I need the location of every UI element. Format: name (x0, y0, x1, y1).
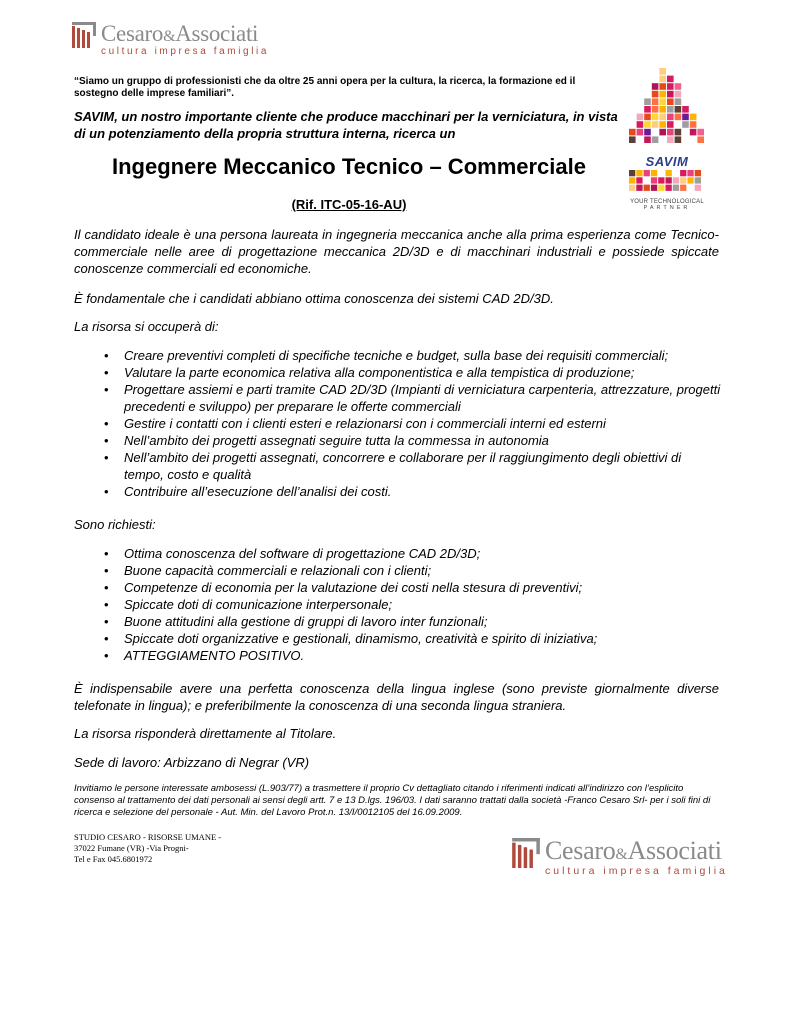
mosaic-tile (644, 129, 651, 136)
mosaic-tile (680, 185, 686, 191)
cesaro-mark-icon (72, 22, 96, 48)
list-item: • Nell’ambito dei progetti assegnati seguire tutta la commessa in autonomia (74, 432, 724, 449)
mosaic-tile (680, 177, 686, 183)
mosaic-tile (680, 170, 686, 176)
mosaic-tile (675, 114, 682, 121)
work-location: Sede di lavoro: Arbizzano di Negrar (VR) (74, 755, 310, 770)
logo-name: Cesaro&Associati (101, 21, 259, 46)
mosaic-tile (659, 91, 666, 98)
requirements-list (74, 545, 724, 664)
list-item: • Spiccate doti organizzative e gestionali, dinamismo, creatività e spirito di iniziativa; (74, 630, 724, 647)
mosaic-tile (659, 114, 666, 121)
list-item: • Competenze di economia per la valutazione dei costi nella stesura di preventivi; (74, 579, 724, 596)
savim-mosaic-icon (629, 68, 705, 148)
mosaic-tile (682, 106, 689, 113)
mosaic-tile (644, 106, 651, 113)
mosaic-tile (658, 185, 664, 191)
mosaic-tile (667, 83, 674, 90)
mosaic-tile (675, 98, 682, 105)
mosaic-tile (637, 114, 644, 121)
mosaic-tile (667, 91, 674, 98)
mosaic-tile (636, 185, 642, 191)
mosaic-tile (652, 114, 659, 121)
mosaic-tile (666, 185, 672, 191)
mosaic-tile (659, 68, 666, 75)
mosaic-tile (673, 185, 679, 191)
mosaic-tile (690, 114, 697, 121)
footer-cesaro-associati-logo (512, 838, 728, 877)
job-reference: (Rif. ITC-05-16-AU) (291, 197, 407, 212)
logo-tagline: cultura impresa famiglia (545, 865, 728, 877)
mosaic-tile (637, 129, 644, 136)
mosaic-tile (682, 121, 689, 128)
cesaro-associati-logo (72, 22, 269, 57)
mosaic-tile (652, 91, 659, 98)
mosaic-tile (637, 121, 644, 128)
mosaic-tile (667, 106, 674, 113)
savim-mosaic-bottom-icon (629, 170, 705, 192)
list-item: • Ottima conoscenza del software di progettazione CAD 2D/3D; (74, 545, 724, 562)
mosaic-tile (659, 129, 666, 136)
mosaic-tile (659, 98, 666, 105)
mosaic-tile (695, 170, 701, 176)
list-item: • Spiccate doti di comunicazione interpersonale; (74, 596, 724, 613)
savim-tagline: YOUR TECHNOLOGICAL (630, 199, 704, 205)
address-line: STUDIO CESARO - RISORSE UMANE - (74, 832, 222, 842)
language-requirement: È indispensabile avere una perfetta conoscenza della lingua inglese (sono previste giornalmente diverse telefonate in lingua); e preferibilmente la conoscenza di una seconda lingua straniera. (74, 681, 719, 713)
mosaic-tile (629, 136, 636, 143)
mosaic-tile (687, 177, 693, 183)
address-line: 37022 Fumane (VR) -Via Progni- (74, 843, 189, 853)
mosaic-tile (667, 98, 674, 105)
cesaro-mark-icon (512, 838, 540, 868)
mosaic-tile (682, 114, 689, 121)
mosaic-tile (667, 129, 674, 136)
list-item: • Valutare la parte economica relativa alla componentistica e alla tempistica di produzione; (74, 364, 724, 381)
logo-tagline: cultura impresa famiglia (101, 46, 269, 57)
mosaic-tile (675, 136, 682, 143)
list-item: • Creare preventivi completi di specifiche tecniche e budget, sulla base dei requisiti commerciali; (74, 347, 724, 364)
mosaic-tile (666, 177, 672, 183)
mosaic-tile (629, 129, 636, 136)
mosaic-tile (667, 114, 674, 121)
mosaic-tile (629, 177, 635, 183)
address-line: Tel e Fax 045.6801972 (74, 854, 153, 864)
mosaic-tile (667, 121, 674, 128)
mosaic-tile (659, 76, 666, 83)
list-item: • ATTEGGIAMENTO POSITIVO. (74, 647, 724, 664)
mosaic-tile (644, 136, 651, 143)
list-item: • Nell’ambito dei progetti assegnati, concorrere e collaborare per il raggiungimento degli obiettivi di tempo, costo e qualità (74, 449, 724, 483)
mosaic-tile (636, 177, 642, 183)
studio-address (74, 832, 221, 865)
mosaic-tile (658, 177, 664, 183)
intro-text: SAVIM, un nostro importante cliente che produce macchinari per la verniciatura, in vista di un potenziamento della propria struttura interna, ricerca un (74, 109, 618, 141)
list-item: • Buone capacità commerciali e relazionali con i clienti; (74, 562, 724, 579)
mosaic-tile (629, 185, 635, 191)
mosaic-tile (697, 136, 704, 143)
cad-requirement: È fondamentale che i candidati abbiano ottima conoscenza dei sistemi CAD 2D/3D. (74, 291, 554, 306)
mosaic-tile (652, 83, 659, 90)
mosaic-tile (629, 170, 635, 176)
mosaic-tile (695, 185, 701, 191)
mosaic-tile (652, 106, 659, 113)
reporting-line: La risorsa risponderà direttamente al Titolare. (74, 726, 337, 741)
mosaic-tile (651, 185, 657, 191)
mosaic-tile (659, 83, 666, 90)
savim-logo (629, 68, 705, 211)
mosaic-tile (636, 170, 642, 176)
mosaic-tile (644, 98, 651, 105)
job-title: Ingegnere Meccanico Tecnico – Commerciale (112, 154, 586, 179)
list-item: • Buone attitudini alla gestione di gruppi di lavoro inter funzionali; (74, 613, 724, 630)
mosaic-tile (666, 170, 672, 176)
mosaic-tile (675, 106, 682, 113)
duties-heading: La risorsa si occuperà di: (74, 319, 219, 334)
mosaic-tile (673, 177, 679, 183)
mosaic-tile (687, 170, 693, 176)
duties-list (74, 347, 724, 500)
mosaic-tile (652, 136, 659, 143)
mosaic-tile (652, 98, 659, 105)
mosaic-tile (659, 106, 666, 113)
mosaic-tile (659, 121, 666, 128)
mosaic-tile (644, 114, 651, 121)
mosaic-tile (675, 83, 682, 90)
mosaic-tile (651, 177, 657, 183)
mosaic-tile (644, 185, 650, 191)
mosaic-tile (690, 121, 697, 128)
mosaic-tile (667, 136, 674, 143)
list-item: • Gestire i contatti con i clienti esteri e relazionarsi con i commerciali interni ed esterni (74, 415, 724, 432)
mosaic-tile (690, 129, 697, 136)
list-item: • Progettare assiemi e parti tramite CAD 2D/3D (Impianti di verniciatura carpenteria, attrezzature, progetti precedenti e sviluppo) per preparare le offerte commerciali (74, 381, 724, 415)
savim-wordmark: SAVIM (645, 154, 689, 169)
mosaic-tile (695, 177, 701, 183)
company-quote: “Siamo un gruppo di professionisti che da oltre 25 anni opera per la cultura, la ricerca, la formazione ed il sostegno delle imprese familiari”. (74, 76, 576, 99)
mosaic-tile (644, 170, 650, 176)
mosaic-tile (652, 121, 659, 128)
mosaic-tile (675, 129, 682, 136)
candidate-profile: Il candidato ideale è una persona laureata in ingegneria meccanica anche alla prima esperienza come Tecnico-commerciale nelle aree di progettazione meccanica 2D/3D e di macchinari industriali e possiede spiccate conoscenze commerciali ed economiche. (74, 227, 719, 276)
mosaic-tile (697, 129, 704, 136)
logo-name: Cesaro&Associati (545, 836, 722, 865)
mosaic-tile (667, 76, 674, 83)
mosaic-tile (651, 170, 657, 176)
requirements-heading: Sono richiesti: (74, 517, 156, 532)
mosaic-tile (644, 121, 651, 128)
list-item: • Contribuire all’esecuzione dell’analisi dei costi. (74, 483, 724, 500)
savim-tagline-partner: PARTNER (643, 205, 691, 211)
mosaic-tile (675, 91, 682, 98)
privacy-notice: Invitiamo le persone interessate ambosessi (L.903/77) a trasmettere il proprio Cv dettagliato citando i riferimenti indicati all’indirizzo con l’esplicito consenso al trattamento dei dati personali ai sensi degli artt. 7 e 13 D.lgs. 196/03. I dati saranno trattati dalla società -Franco Cesaro Srl- per i soli fini di ricerca e selezione del personale - Aut. Min. del Lavoro Prot.n. 13/I/0012105 del 16.09.2009. (74, 783, 711, 818)
